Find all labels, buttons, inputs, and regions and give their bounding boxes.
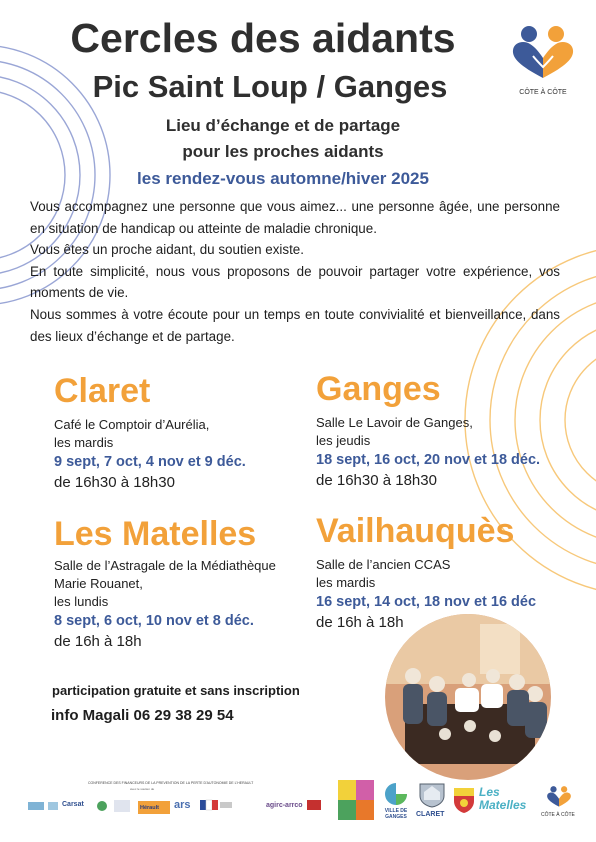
partner-logo bbox=[212, 800, 218, 810]
meeting-hours: de 16h à 18h bbox=[316, 614, 404, 631]
meeting-hours: de 16h30 à 18h30 bbox=[54, 474, 175, 491]
partner-name: Hérault bbox=[140, 805, 159, 811]
location-les-matelles bbox=[54, 515, 314, 652]
hearts-icon bbox=[510, 22, 576, 80]
intro-paragraph: Vous accompagnez une personne que vous aimez... une personne âgée, une personne en situation de handicap ou atteinte de maladie chronique. bbox=[30, 199, 560, 236]
season-label: les rendez-vous automne/hiver 2025 bbox=[137, 169, 429, 188]
partner-logo bbox=[220, 802, 232, 808]
intro-paragraph: Nous sommes à votre écoute pour un temps en toute convivialité et bienveillance, dans des lieux d’échange et de partage. bbox=[30, 306, 560, 344]
partner-logo bbox=[97, 801, 107, 811]
page-subtitle: Pic Saint Loup / Ganges bbox=[92, 69, 448, 104]
participation-note: participation gratuite et sans inscription bbox=[52, 683, 300, 698]
venue-name-continued: Marie Rouanet, bbox=[54, 576, 143, 591]
intro-text bbox=[30, 196, 560, 347]
claret-crest-icon bbox=[418, 782, 446, 808]
cote-a-cote-logo bbox=[510, 22, 576, 94]
commune-name: CÔTE À CÔTE bbox=[541, 812, 575, 818]
venue-name: Salle Le Lavoir de Ganges, bbox=[316, 415, 473, 430]
city-name: Les Matelles bbox=[54, 515, 257, 553]
tagline-line1: Lieu d’échange et de partage bbox=[165, 116, 401, 135]
city-name: Ganges bbox=[316, 370, 441, 408]
meeting-day: les jeudis bbox=[316, 433, 371, 448]
coat-of-arms-icon bbox=[452, 786, 476, 814]
meeting-dates: 8 sept, 6 oct, 10 nov et 8 déc. bbox=[54, 613, 254, 629]
contact-info: info Magali 06 29 38 29 54 bbox=[51, 707, 234, 724]
partners-note: CONFERENCE DES FINANCEURS DE LA PREVENTION DE LA PERTE D'AUTONOMIE DE L'HERAULT bbox=[88, 781, 254, 785]
group-meeting-illustration bbox=[385, 614, 551, 780]
puzzle-logo bbox=[338, 780, 374, 820]
group-photo bbox=[385, 614, 551, 780]
meeting-dates: 16 sept, 14 oct, 18 nov et 16 déc bbox=[316, 594, 537, 610]
partner-logo bbox=[206, 800, 212, 810]
partner-name: agirc-arrco bbox=[266, 802, 303, 809]
page-title: Cercles des aidants bbox=[70, 15, 456, 61]
meeting-dates: 18 sept, 16 oct, 20 nov et 18 déc. bbox=[316, 452, 541, 468]
hearts-icon bbox=[546, 784, 572, 808]
venue-name: Salle de l’Astragale de la Médiathèque bbox=[54, 558, 276, 573]
location-claret bbox=[54, 372, 304, 493]
location-ganges bbox=[316, 370, 586, 491]
intro-paragraph: Vous êtes un proche aidant, du soutien existe. bbox=[30, 242, 304, 258]
meeting-hours: de 16h30 à 18h30 bbox=[316, 472, 437, 489]
partner-logo bbox=[48, 802, 58, 810]
partner-name: Carsat bbox=[62, 801, 84, 808]
partner-name: ars bbox=[174, 799, 191, 811]
meeting-day: les mardis bbox=[54, 435, 114, 450]
ville-de-ganges-logo bbox=[382, 782, 410, 806]
city-name: Claret bbox=[54, 372, 151, 410]
partner-logo bbox=[200, 800, 206, 810]
commune-name: CLARET bbox=[416, 811, 445, 818]
tagline-line2: pour les proches aidants bbox=[182, 142, 384, 161]
commune-name: VILLE DE GANGES bbox=[384, 808, 408, 820]
meeting-day: les lundis bbox=[54, 594, 109, 609]
partner-logo bbox=[28, 802, 44, 810]
meeting-hours: de 16h à 18h bbox=[54, 633, 142, 650]
intro-paragraph: En toute simplicité, nous vous proposons de pouvoir partager votre expérience, vos moments de vie. bbox=[30, 263, 560, 301]
partner-logo bbox=[114, 800, 130, 812]
meeting-day: les mardis bbox=[316, 575, 376, 590]
partner-logo bbox=[307, 800, 321, 810]
venue-name: Salle de l’ancien CCAS bbox=[316, 557, 451, 572]
city-name: Vailhauquès bbox=[316, 512, 515, 550]
venue-name: Café le Comptoir d’Aurélia, bbox=[54, 417, 210, 432]
partners-note-secondary: avec le soutien de bbox=[130, 787, 155, 791]
meeting-dates: 9 sept, 7 oct, 4 nov et 9 déc. bbox=[54, 454, 246, 470]
commune-name: Les Matelles bbox=[479, 785, 527, 812]
logo-caption: CÔTE À CÔTE bbox=[519, 89, 567, 96]
